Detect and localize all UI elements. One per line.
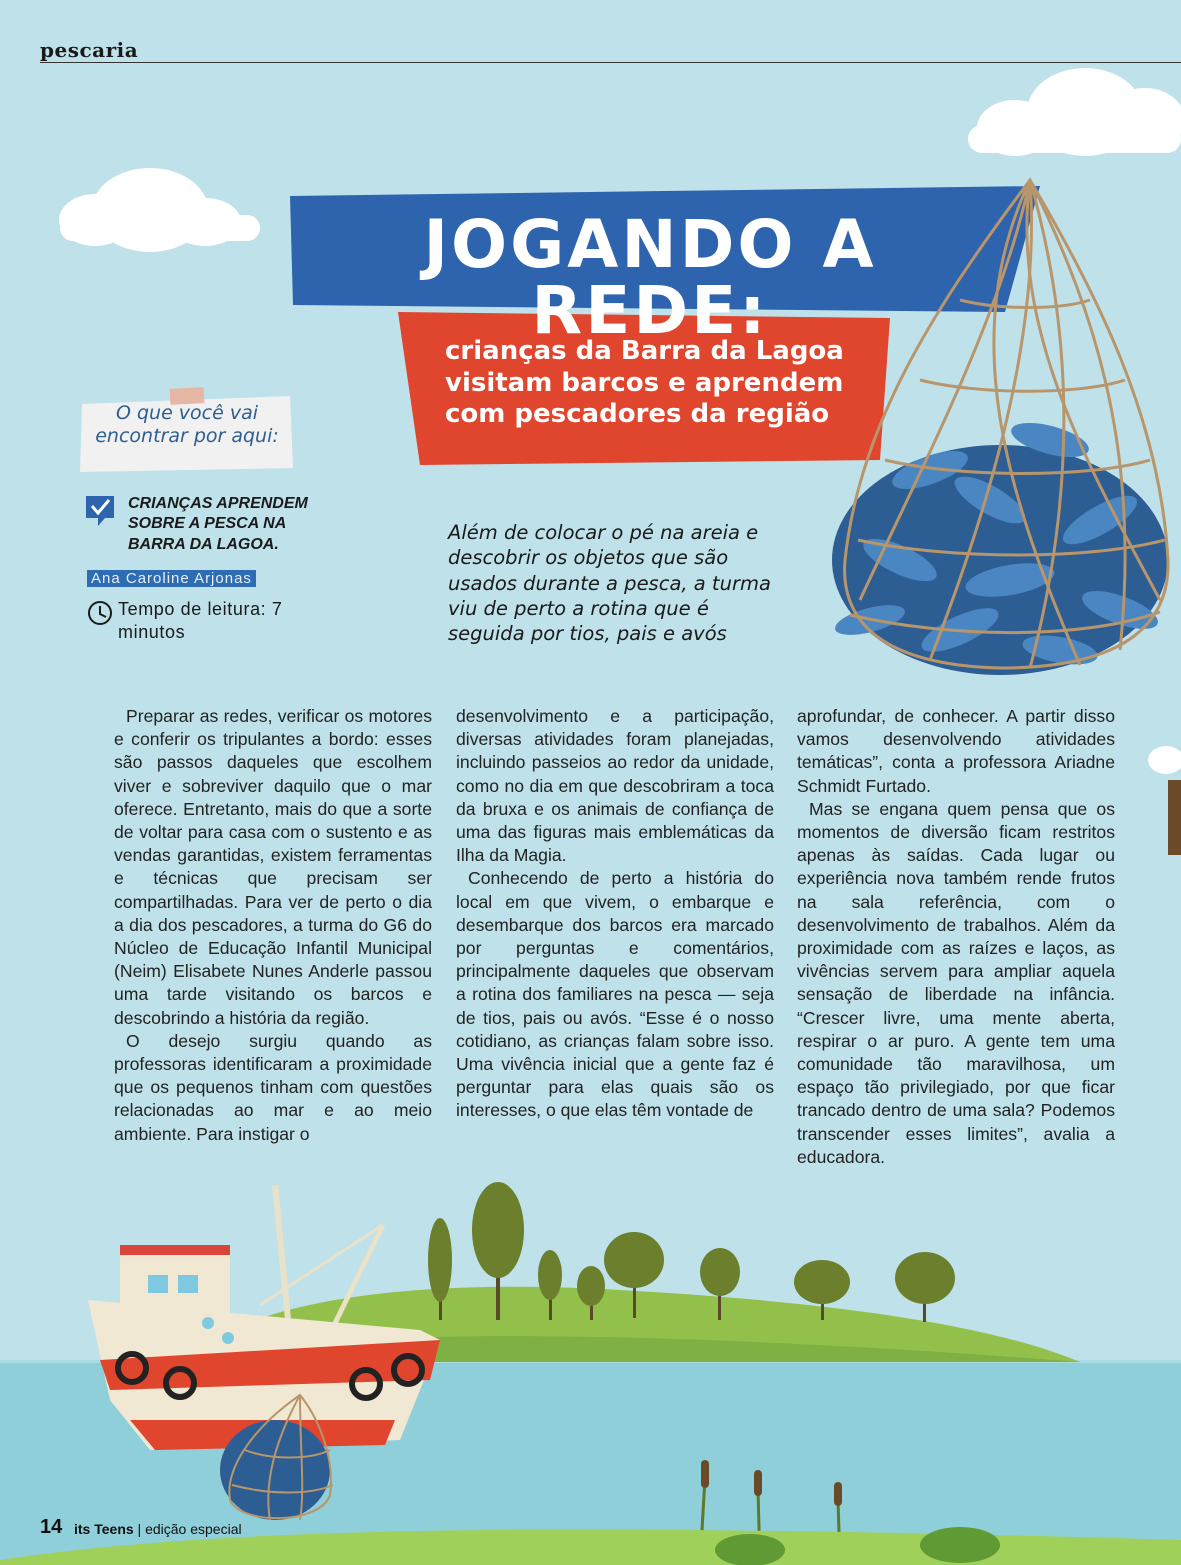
author-byline: Ana Caroline Arjonas	[87, 570, 256, 587]
cloud-right-icon	[968, 68, 1181, 156]
column-1	[114, 705, 432, 1146]
paragraph: Conhecendo de perto a história do local em que vivem, o embarque e desembarque dos barcos era marcado por perguntas e comentários, principalmente daqueles que observam a rotina dos familiares na pesca — seja de tios, pais ou avós. “Esse é o nosso cotidiano, as crianças falam sobre isso. Uma vivência inicial que a gente faz é perguntar para elas quais são os interesses, o que elas têm vontade de	[456, 868, 774, 1121]
paragraph: desenvolvimento e a participação, diversas atividades foram planejadas, incluindo passeios ao redor da unidade, como no dia em que descobriram a toca da bruxa e os animais de confiança de uma das figuras mais emblemáticas da Ilha da Magia.	[456, 706, 774, 866]
edition-label: edição especial	[145, 1521, 242, 1537]
top-rule	[40, 62, 1181, 63]
reading-time: Tempo de leitura: 7 minutos	[118, 599, 283, 642]
paragraph: aprofundar, de conhecer. A partir disso vamos desenvolvendo atividades temáticas”, conta a professora Ariadne Schmidt Furtado.	[797, 706, 1115, 796]
lead-paragraph: Além de colocar o pé na areia e descobrir os objetos que são usados durante a pesca, a turma viu de perto a rotina que é seguida por tios, pais e avós	[448, 521, 771, 646]
cloud-small-icon	[1148, 746, 1181, 774]
magazine-footer	[74, 1521, 242, 1537]
paragraph: O desejo surgiu quando as professoras identificaram a proximidade que os pequenos tinham com questões relacionadas ao mar e ao meio ambiente. Para instigar o	[114, 1030, 432, 1144]
section-label: pescaria	[40, 38, 139, 62]
checklist-item: CRIANÇAS APRENDEM SOBRE A PESCA NA BARRA DA LAGOA.	[128, 495, 308, 553]
footer-separator: |	[133, 1521, 146, 1537]
paragraph: Preparar as redes, verificar os motores e conferir os tripulantes a bordo: esses são passos daqueles que escolhem viver e sobreviver daquilo que o mar oferece. Entretanto, mais do que a sorte de voltar para casa com o sustento e as vendas garantidas, existem ferramentas e técnicas que precisam ser compartilhadas. Para ver de perto o dia a dia dos pescadores, a turma do G6 do Núcleo de Educação Infantil Municipal (Neim) Elisabete Nunes Anderle passou uma tarde visitando os barcos e descobrindo a história da região.	[114, 706, 432, 1028]
article-subtitle: crianças da Barra da Lagoa visitam barcos e aprendem com pescadores da região	[445, 336, 844, 430]
clock-icon	[89, 602, 111, 624]
paragraph: Mas se engana quem pensa que os momentos de diversão ficam restritos apenas às saídas. Cada lugar ou experiência nova também rende frutos na sala referência, com o desenvolvimento de trabalhos. Além da proximidade com as raízes e laços, as vivências servem para ampliar aquela sensação de liberdade na infância. “Crescer livre, uma mente aberta, respirar o ar puro. A gente tem uma comunidade tão maravilhosa, um espaço tão privilegiado, por que ficar trancado dentro de uma sala? Podemos transcender esses limites”, avalia a educadora.	[797, 798, 1115, 1167]
check-icon	[86, 496, 114, 526]
column-3	[797, 705, 1115, 1169]
cloud-left-icon	[59, 168, 260, 252]
sign-post-icon	[1168, 780, 1181, 855]
page-number: 14	[40, 1516, 63, 1538]
column-2	[456, 705, 774, 1123]
magazine-name: its Teens	[74, 1521, 134, 1537]
note-text: O que você vai encontrar por aqui:	[95, 402, 279, 447]
article-title: JOGANDO A REDE:	[423, 206, 877, 349]
